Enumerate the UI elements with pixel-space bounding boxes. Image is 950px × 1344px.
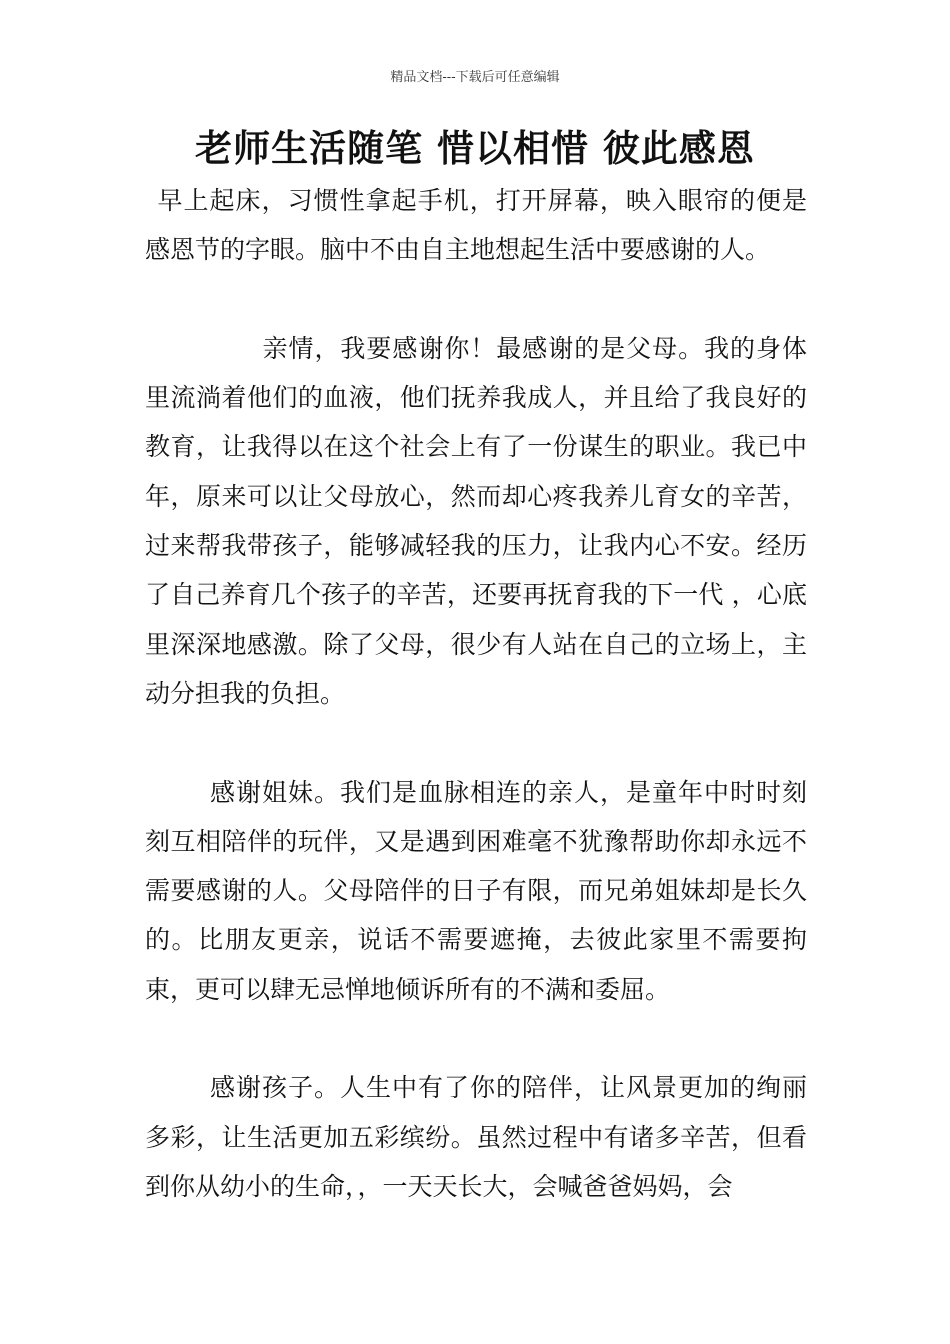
paragraph-intro: 早上起床，习惯性拿起手机，打开屏幕，映入眼帘的便是感恩节的字眼。脑中不由自主地想起生活中要感谢的人。 [145,186,807,265]
paragraph-children: 感谢孩子。人生中有了你的陪伴，让风景更加的绚丽多彩，让生活更加五彩缤纷。虽然过程中有诸多辛苦，但看到你从幼小的生命，，一天天长大，会喊爸爸妈妈，会 [145,1073,807,1201]
document-body [145,176,807,1211]
paragraph-sisters: 感谢姐妹。我们是血脉相连的亲人，是童年中时时刻刻互相陪伴的玩伴，又是遇到困难毫不犹豫帮助你却永远不需要感谢的人。父母陪伴的日子有限，而兄弟姐妹却是长久的。比朋友更亲，说话不需要遮掩，去彼此家里不需要拘束，更可以肆无忌惮地倾诉所有的不满和委屈。 [145,777,807,1004]
paragraph-gap [145,1014,807,1063]
document-title: 老师生活随笔 惜以相惜 彼此感恩 [195,127,755,170]
paragraph-gap [145,275,807,324]
paragraph-gap [145,718,807,767]
paragraph-family: 亲情，我要感谢你！最感谢的是父母。我的身体里流淌着他们的血液，他们抚养我成人，并且给了我良好的教育，让我得以在这个社会上有了一份谋生的职业。我已中年，原来可以让父母放心，然而却心疼我养儿育女的辛苦，过来帮我带孩子，能够减轻我的压力，让我内心不安。经历了自己养育几个孩子的辛苦，还要再抚育我的下一代 ，心底里深深地感激。除了父母，很少有人站在自己的立场上，主动分担我的负担。 [145,333,807,708]
header-note: 精品文档---下载后可任意编辑 [390,70,560,85]
